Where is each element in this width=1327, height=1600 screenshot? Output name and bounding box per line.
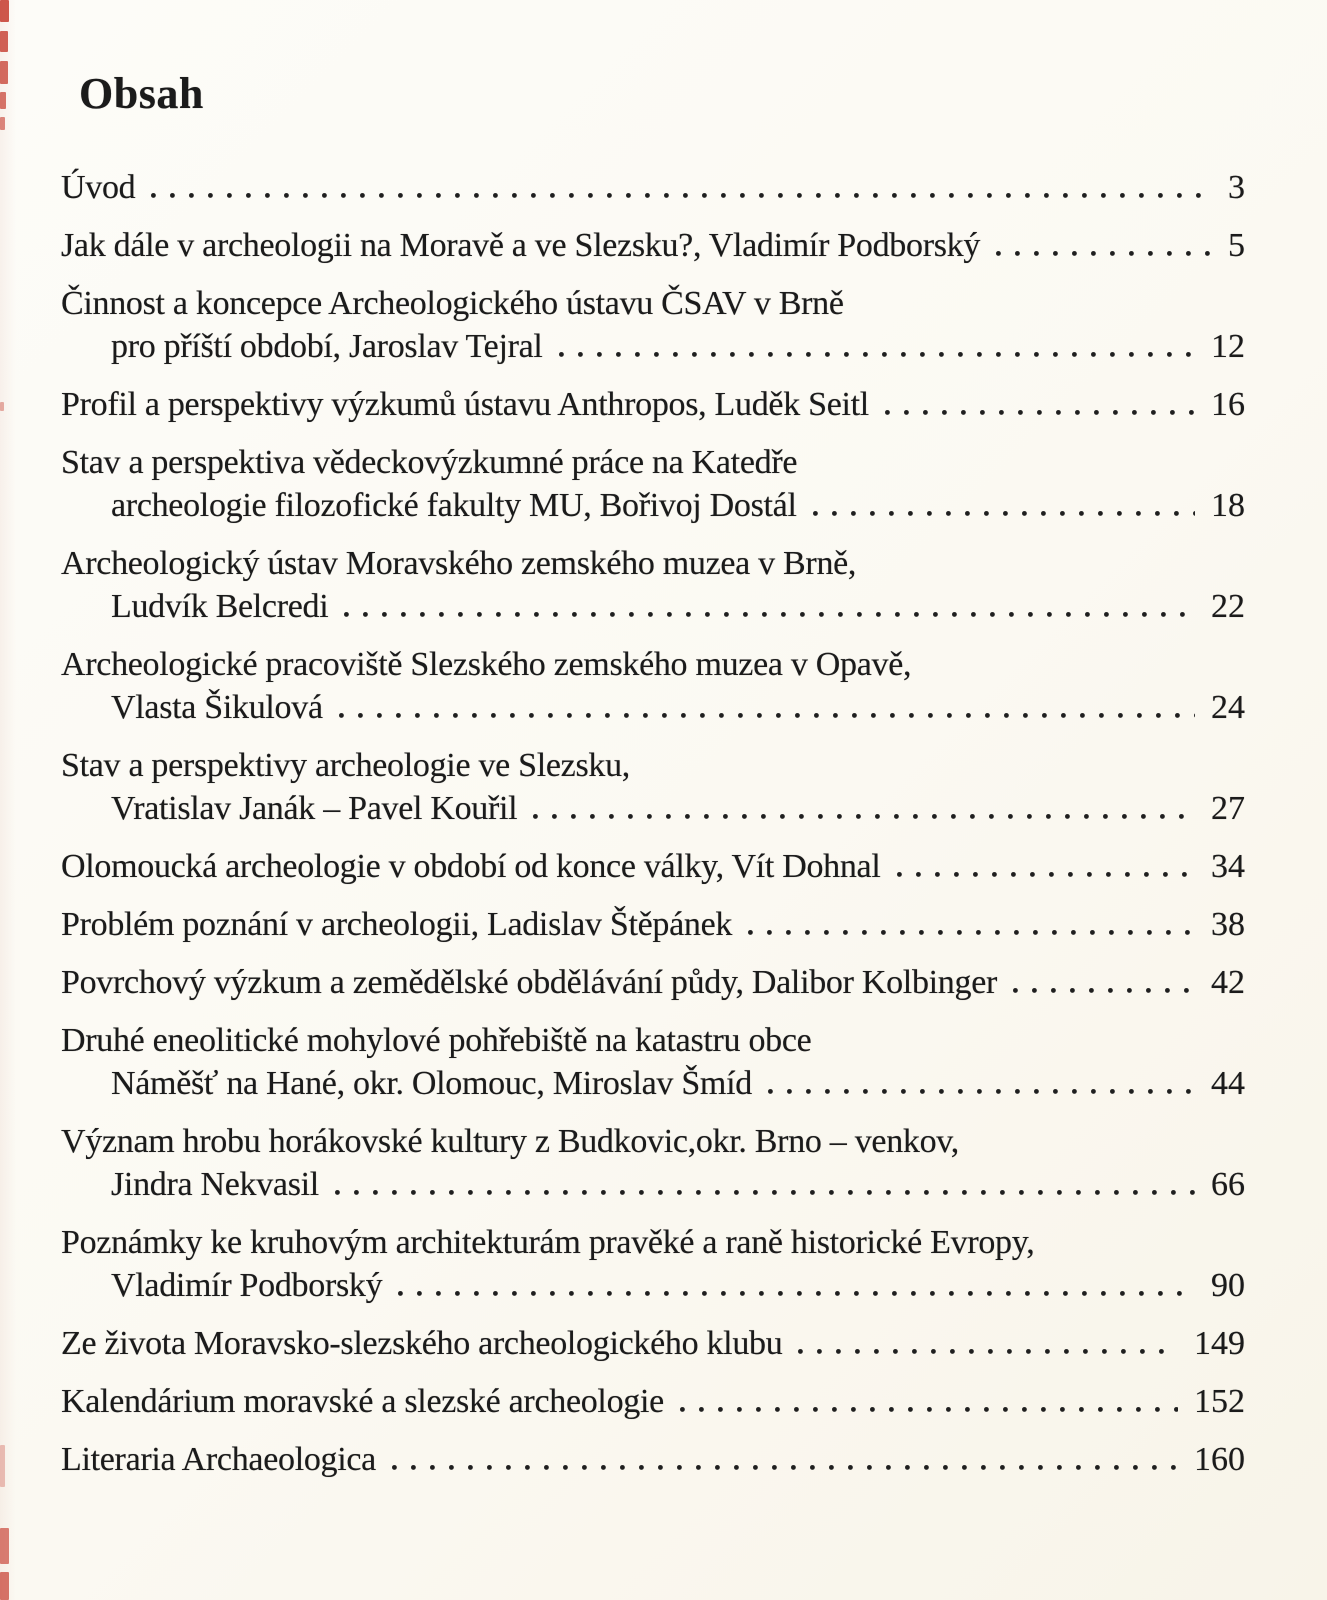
entry-title: Úvod [61,169,136,206]
entry-title-line2: Náměšť na Hané, okr. Olomouc, Miroslav Šmíd [111,1065,752,1102]
toc-entry [61,961,1245,1004]
red-edge-mark [0,402,4,411]
entry-title-line1: Druhé eneolitické mohylové pohřebiště na katastru obce [61,1022,812,1059]
entry-row [61,686,1245,729]
dot-leader [390,1438,1178,1481]
entry-row [61,325,1245,368]
toc-entry [61,282,1245,368]
toc-entry [61,1380,1245,1423]
toc-entry [61,903,1245,946]
entry-title: Olomoucká archeologie v období od konce války, Vít Dohnal [61,848,881,885]
toc-entry [61,166,1245,209]
entry-title-line1: Význam hrobu horákovské kultury z Budkovic,okr. Brno – venkov, [61,1123,959,1160]
dot-leader [531,787,1195,830]
entry-row [61,1163,1245,1206]
red-edge-mark [0,1528,9,1564]
red-edge-mark [0,31,8,52]
entry-title-line2: Vladimír Podborský [111,1267,383,1304]
table-of-contents [61,166,1245,1496]
dot-leader [337,686,1195,729]
entry-page-number: 5 [1228,227,1245,264]
toc-entry [61,643,1245,729]
dot-leader [396,1264,1195,1307]
entry-title-line2: Jindra Nekvasil [111,1166,319,1203]
dot-leader [994,224,1212,267]
entry-row [61,484,1245,527]
entry-title-line2: Vlasta Šikulová [111,689,323,726]
dot-leader [811,484,1195,527]
entry-title-line2: Ludvík Belcredi [111,588,329,625]
toc-entry [61,1322,1245,1365]
entry-row [61,961,1245,1004]
entry-row [61,224,1245,267]
entry-row [61,1264,1245,1307]
entry-page-number: 152 [1194,1383,1245,1420]
red-edge-mark [0,117,5,130]
red-edge-mark [0,1572,9,1600]
dot-leader [678,1380,1178,1423]
toc-entry [61,845,1245,888]
entry-page-number: 42 [1211,964,1245,1001]
entry-page-number: 27 [1211,790,1245,827]
entry-title: Povrchový výzkum a zemědělské obdělávání půdy, Dalibor Kolbinger [61,964,998,1001]
dot-leader [1011,961,1195,1004]
entry-page-number: 38 [1211,906,1245,943]
dot-leader [333,1163,1195,1206]
entry-title-line1: Stav a perspektivy archeologie ve Slezsku, [61,747,631,784]
entry-row [61,1380,1245,1423]
entry-page-number: 149 [1194,1325,1245,1362]
entry-row [61,1322,1245,1365]
red-edge-mark [0,1445,5,1487]
dot-leader [895,845,1196,888]
entry-title-line1: Poznámky ke kruhovým architekturám pravěké a raně historické Evropy, [61,1224,1035,1261]
entry-page-number: 22 [1211,588,1245,625]
toc-entry [61,383,1245,426]
entry-page-number: 16 [1211,386,1245,423]
entry-page-number: 160 [1194,1441,1245,1478]
entry-title: Profil a perspektivy výzkumů ústavu Anthropos, Luděk Seitl [61,386,869,423]
entry-page-number: 24 [1211,689,1245,726]
entry-title-line2: Vratislav Janák – Pavel Kouřil [111,790,518,827]
toc-entry [61,224,1245,267]
entry-row [61,845,1245,888]
toc-entry [61,1120,1245,1206]
dot-leader [796,1322,1178,1365]
toc-entry [61,1019,1245,1105]
entry-row [61,1062,1245,1105]
entry-page-number: 18 [1211,487,1245,524]
entry-page-number: 90 [1211,1267,1245,1304]
dot-leader [149,166,1212,209]
toc-entry [61,1438,1245,1481]
entry-row [61,903,1245,946]
red-edge-mark [0,92,6,109]
entry-title: Literaria Archaeologica [61,1441,376,1478]
entry-page-number: 66 [1211,1166,1245,1203]
entry-page-number: 12 [1211,328,1245,365]
entry-title-line1: Archeologické pracoviště Slezského zemského muzea v Opavě, [61,646,912,683]
entry-title: Ze života Moravsko-slezského archeologického klubu [61,1325,783,1362]
entry-title-line1: Archeologický ústav Moravského zemského muzea v Brně, [61,545,857,582]
entry-title: Problém poznání v archeologii, Ladislav Štěpánek [61,906,733,943]
toc-entry [61,1221,1245,1307]
entry-page-number: 44 [1211,1065,1245,1102]
entry-title: Jak dále v archeologii na Moravě a ve Slezsku?, Vladimír Podborský [61,227,981,264]
red-edge-mark [0,0,9,22]
page-title: Obsah [79,69,204,118]
entry-title: Kalendárium moravské a slezské archeologie [61,1383,664,1420]
entry-title-line1: Stav a perspektiva vědeckovýzkumné práce na Katedře [61,444,798,481]
entry-row [61,787,1245,830]
toc-entry [61,441,1245,527]
entry-row [61,585,1245,628]
entry-title-line2: pro příští období, Jaroslav Tejral [111,328,543,365]
entry-page-number: 34 [1211,848,1245,885]
dot-leader [766,1062,1195,1105]
dot-leader [746,903,1195,946]
dot-leader [883,383,1195,426]
entry-page-number: 3 [1228,169,1245,206]
entry-title-line1: Činnost a koncepce Archeologického ústavu ČSAV v Brně [61,285,844,322]
toc-entry [61,744,1245,830]
dot-leader [557,325,1195,368]
red-edge-mark [0,61,8,84]
dot-leader [342,585,1195,628]
entry-title-line2: archeologie filozofické fakulty MU, Bořivoj Dostál [111,487,797,524]
entry-row [61,166,1245,209]
entry-row [61,1438,1245,1481]
toc-entry [61,542,1245,628]
entry-row [61,383,1245,426]
